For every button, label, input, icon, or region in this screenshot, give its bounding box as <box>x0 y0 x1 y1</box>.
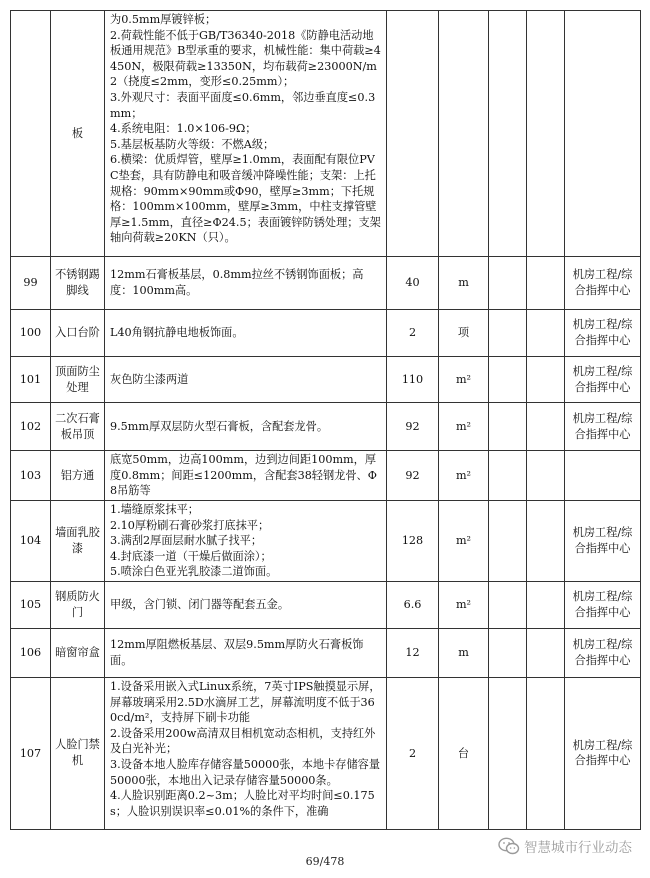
item-description: L40角钢抗静电地板饰面。 <box>105 310 387 357</box>
item-name: 顶面防尘处理 <box>51 357 105 403</box>
item-category: 机房工程/综合指挥中心 <box>565 403 641 451</box>
blank-cell <box>489 581 527 628</box>
item-unit: 项 <box>439 310 489 357</box>
item-unit: m² <box>439 581 489 628</box>
item-quantity: 92 <box>387 451 439 501</box>
table-row <box>11 403 641 451</box>
row-number: 102 <box>11 403 51 451</box>
item-description: 灰色防尘漆两道 <box>105 357 387 403</box>
item-unit <box>439 11 489 257</box>
blank-cell <box>527 451 565 501</box>
wechat-icon <box>498 837 520 855</box>
item-description: 底宽50mm，边高100mm，边到边间距100mm，厚度0.8mm；间距≤1200mm，含配套38轻钢龙骨、Φ8吊筋等 <box>105 451 387 501</box>
item-category <box>565 451 641 501</box>
item-unit: m <box>439 257 489 310</box>
blank-cell <box>489 501 527 582</box>
row-number: 103 <box>11 451 51 501</box>
table-row <box>11 581 641 628</box>
blank-cell <box>489 257 527 310</box>
item-category: 机房工程/综合指挥中心 <box>565 677 641 829</box>
item-name: 入口台阶 <box>51 310 105 357</box>
blank-cell <box>489 451 527 501</box>
item-quantity: 2 <box>387 677 439 829</box>
item-quantity <box>387 11 439 257</box>
blank-cell <box>527 628 565 677</box>
blank-cell <box>527 501 565 582</box>
item-category: 机房工程/综合指挥中心 <box>565 310 641 357</box>
blank-cell <box>489 11 527 257</box>
row-number: 104 <box>11 501 51 582</box>
item-unit: m <box>439 628 489 677</box>
row-number: 100 <box>11 310 51 357</box>
table-row <box>11 310 641 357</box>
item-category: 机房工程/综合指挥中心 <box>565 501 641 582</box>
item-name: 暗窗帘盒 <box>51 628 105 677</box>
item-description: 1.墙缝原浆抹平； 2.10厚粉刷石膏砂浆打底抹平； 3.满刮2厚面层耐水腻子找平； 4.封底漆一道（干燥后做面涂）； 5.喷涂白色亚光乳胶漆二道饰面。 <box>105 501 387 582</box>
item-quantity: 92 <box>387 403 439 451</box>
item-unit: m² <box>439 451 489 501</box>
blank-cell <box>489 403 527 451</box>
item-quantity: 128 <box>387 501 439 582</box>
table-row <box>11 11 641 257</box>
item-unit: m² <box>439 403 489 451</box>
item-category: 机房工程/综合指挥中心 <box>565 628 641 677</box>
item-name: 铝方通 <box>51 451 105 501</box>
blank-cell <box>489 310 527 357</box>
table-row <box>11 257 641 310</box>
item-name: 二次石膏板吊顶 <box>51 403 105 451</box>
item-unit: 台 <box>439 677 489 829</box>
item-name: 钢质防火门 <box>51 581 105 628</box>
row-number: 101 <box>11 357 51 403</box>
row-number <box>11 11 51 257</box>
table-row <box>11 451 641 501</box>
item-name: 人脸门禁机 <box>51 677 105 829</box>
item-description: 为0.5mm厚镀锌板； 2.荷载性能不低于GB/T36340-2018《防静电活动地板通用规范》B型承重的要求，机械性能：集中荷载≥4450N，极限荷载≥13350N，均布载荷≥23000N/m2（挠度≤2mm，变形≤0.25mm）； 3.外观尺寸：表面平面度≤0.6mm，邻边垂直度≤0.3mm； 4.系统电阻：1.0×106-9Ω； 5.基层板基防火等级：不燃A级； 6.横梁：优质焊管，壁厚≥1.0mm，表面配有限位PVC垫套，具有防静电和吸音缓冲降噪性能；支架：上托规格：90mm×90mm或Φ90，壁厚≥3mm；下托规格：100mm×100mm，壁厚≥3mm，中柱支撑管壁厚≥1.5mm，直径≥Φ24.5；表面镀锌防锈处理；支架轴向荷载≥20KN（只）。 <box>105 11 387 257</box>
specification-table <box>10 10 641 830</box>
row-number: 107 <box>11 677 51 829</box>
blank-cell <box>527 257 565 310</box>
table-row <box>11 501 641 582</box>
watermark-text: 智慧城市行业动态 <box>524 840 632 856</box>
blank-cell <box>527 310 565 357</box>
item-description: 12mm石膏板基层，0.8mm拉丝不锈钢饰面板；高度：100mm高。 <box>105 257 387 310</box>
blank-cell <box>527 357 565 403</box>
blank-cell <box>527 677 565 829</box>
item-quantity: 110 <box>387 357 439 403</box>
item-name: 不锈钢踢脚线 <box>51 257 105 310</box>
item-category: 机房工程/综合指挥中心 <box>565 257 641 310</box>
blank-cell <box>489 677 527 829</box>
watermark <box>498 836 632 856</box>
item-description: 9.5mm厚双层防火型石膏板，含配套龙骨。 <box>105 403 387 451</box>
item-category <box>565 11 641 257</box>
item-category: 机房工程/综合指挥中心 <box>565 581 641 628</box>
item-quantity: 2 <box>387 310 439 357</box>
item-description: 12mm厚阻燃板基层、双层9.5mm厚防火石膏板饰面。 <box>105 628 387 677</box>
blank-cell <box>527 581 565 628</box>
row-number: 106 <box>11 628 51 677</box>
item-description: 1.设备采用嵌入式Linux系统，7英寸IPS触摸显示屏，屏幕玻璃采用2.5D水滴屏工艺，屏幕流明度不低于360cd/m²，支持屏下刷卡功能 2.设备采用200w高清双目相机宽动态相机，支持红外及白光补光； 3.设备本地人脸库存储容量50000张，本地卡存储容量50000张，本地出入记录存储容量50000条。 4.人脸识别距离0.2~3m；人脸比对平均时间≤0.175s；人脸识别误识率≤0.01%的条件下，准确 <box>105 677 387 829</box>
item-quantity: 6.6 <box>387 581 439 628</box>
item-quantity: 40 <box>387 257 439 310</box>
blank-cell <box>489 628 527 677</box>
table-body <box>11 11 641 830</box>
item-name: 墙面乳胶漆 <box>51 501 105 582</box>
blank-cell <box>489 357 527 403</box>
blank-cell <box>527 403 565 451</box>
item-unit: m² <box>439 501 489 582</box>
item-name: 板 <box>51 11 105 257</box>
blank-cell <box>527 11 565 257</box>
item-category: 机房工程/综合指挥中心 <box>565 357 641 403</box>
row-number: 99 <box>11 257 51 310</box>
table-row <box>11 357 641 403</box>
table-row <box>11 677 641 829</box>
item-quantity: 12 <box>387 628 439 677</box>
page-number: 69/478 <box>305 855 345 868</box>
item-description: 甲级，含门锁、闭门器等配套五金。 <box>105 581 387 628</box>
item-unit: m² <box>439 357 489 403</box>
row-number: 105 <box>11 581 51 628</box>
table-row <box>11 628 641 677</box>
